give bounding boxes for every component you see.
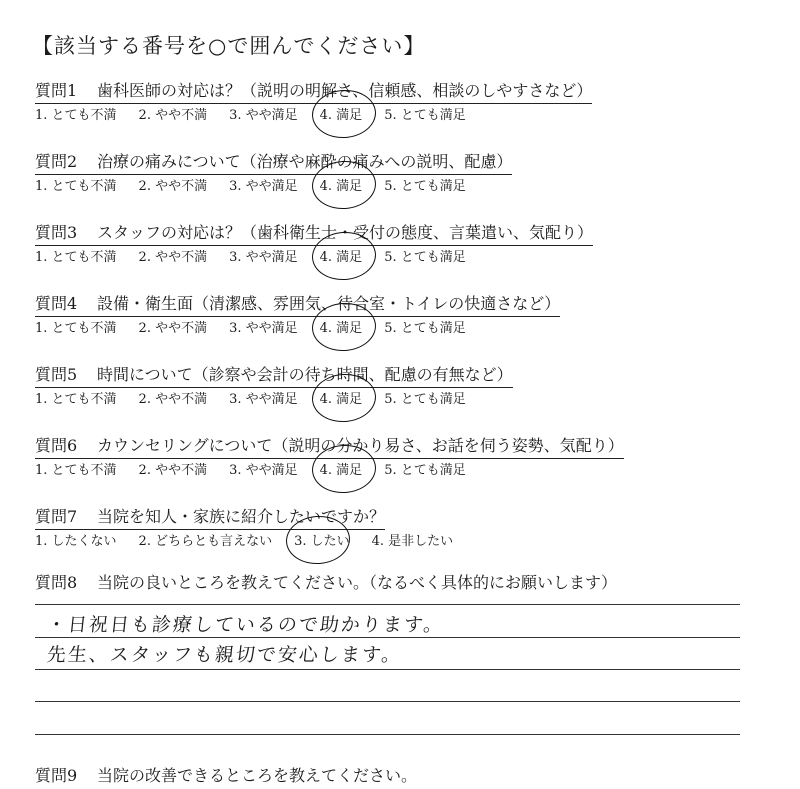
answer-rule [35,637,740,638]
rating-option[interactable]: 1. とても不満 [35,321,117,336]
answer-rule [35,701,740,702]
rating-option[interactable]: 2. やや不満 [138,108,208,123]
question-text: スタッフの対応は？（歯科衛生士・受付の態度、言葉遣い、気配り） [97,223,594,242]
question-number: 質問8 [35,573,78,592]
handwritten-answer-line: ・日祝日も診療しているので助かります。 [45,614,446,636]
rating-options [35,532,755,552]
rating-option-circled[interactable]: 4. 満足 [320,177,363,197]
question-number: 質問9 [35,766,78,785]
handwritten-answer-line: 先生、スタッフも親切で安心します。 [45,644,404,666]
question-text: カウンセリングについて（説明の分かり易さ、お話を伺う姿勢、気配り） [97,436,624,455]
rating-option-circled[interactable]: 4. 満足 [320,106,363,126]
rating-option[interactable]: 2. やや不満 [138,250,208,265]
question-text: 設備・衛生面（清潔感、雰囲気、待合室・トイレの快適さなど） [97,294,561,313]
rating-option[interactable]: 3. やや満足 [229,321,298,336]
rating-options [35,177,755,197]
rating-options [35,248,755,268]
question-number: 質問4 [35,294,78,313]
rating-option[interactable]: 5. とても満足 [384,108,466,123]
rating-option[interactable]: 5. とても満足 [384,250,466,265]
question-number: 質問2 [35,152,78,171]
question-5 [35,364,755,410]
rating-option[interactable]: 2. やや不満 [138,463,208,478]
question-line [35,364,513,388]
rating-option[interactable]: 2. やや不満 [138,179,208,194]
rating-option[interactable]: 1. とても不満 [35,108,117,123]
rating-option[interactable]: 1. とても不満 [35,392,117,407]
question-1 [35,80,755,126]
question-text: 当院の改善できるところを教えてください。 [97,766,418,785]
question-line [35,293,560,317]
rating-option[interactable]: 5. とても満足 [384,179,466,194]
answer-rule [35,604,740,605]
question-text: 当院を知人・家族に紹介したいですか？ [97,507,386,526]
rating-option[interactable]: 5. とても満足 [384,392,466,407]
rating-option-circled[interactable]: 4. 満足 [320,248,363,268]
rating-option[interactable]: 3. やや満足 [229,250,298,265]
question-text: 時間について（診察や会計の待ち時間、配慮の有無など） [97,365,513,384]
rating-options [35,106,755,126]
rating-option-circled[interactable]: 4. 満足 [320,390,363,410]
rating-option[interactable]: 3. やや満足 [229,463,298,478]
question-2 [35,151,755,197]
question-line [35,222,593,246]
question-number: 質問1 [35,81,78,100]
rating-option[interactable]: 1. とても不満 [35,179,117,194]
question-3 [35,222,755,268]
rating-options [35,461,755,481]
question-text: 当院の良いところを教えてください。（なるべく具体的にお願いします） [97,573,618,592]
rating-option[interactable]: 1. とても不満 [35,250,117,265]
question-9 [35,763,417,786]
rating-options [35,319,755,339]
rating-option-circled[interactable]: 4. 満足 [320,319,363,339]
rating-option[interactable]: 5. とても満足 [384,321,466,336]
answer-rule [35,734,740,735]
question-number: 質問3 [35,223,78,242]
rating-option[interactable]: 2. やや不満 [138,321,208,336]
rating-option[interactable]: 5. とても満足 [384,463,466,478]
page-title: 【該当する番号を○で囲んでください】 [32,34,426,58]
rating-option-circled[interactable]: 4. 満足 [320,461,363,481]
question-6 [35,435,755,481]
rating-option-circled[interactable]: 3. したい [294,532,350,552]
rating-option[interactable]: 4. 是非したい [371,534,454,549]
question-7 [35,506,755,552]
rating-option[interactable]: 1. とても不満 [35,463,117,478]
question-line [35,80,592,104]
question-4 [35,293,755,339]
question-text: 歯科医師の対応は？（説明の明解さ、信頼感、相談のしやすさなど） [97,81,593,100]
rating-option[interactable]: 2. やや不満 [138,392,208,407]
rating-option[interactable]: 2. どちらとも言えない [138,534,273,549]
question-number: 質問6 [35,436,78,455]
rating-option[interactable]: 3. やや満足 [229,392,298,407]
rating-option[interactable]: 3. やや満足 [229,108,298,123]
rating-option[interactable]: 3. やや満足 [229,179,298,194]
question-number: 質問7 [35,507,78,526]
question-number: 質問5 [35,365,78,384]
rating-option[interactable]: 1. したくない [35,534,117,549]
question-line [35,151,512,175]
question-8 [35,572,755,595]
answer-rule [35,669,740,670]
rating-options [35,390,755,410]
question-text: 治療の痛みについて（治療や麻酔の痛みへの説明、配慮） [97,152,513,171]
